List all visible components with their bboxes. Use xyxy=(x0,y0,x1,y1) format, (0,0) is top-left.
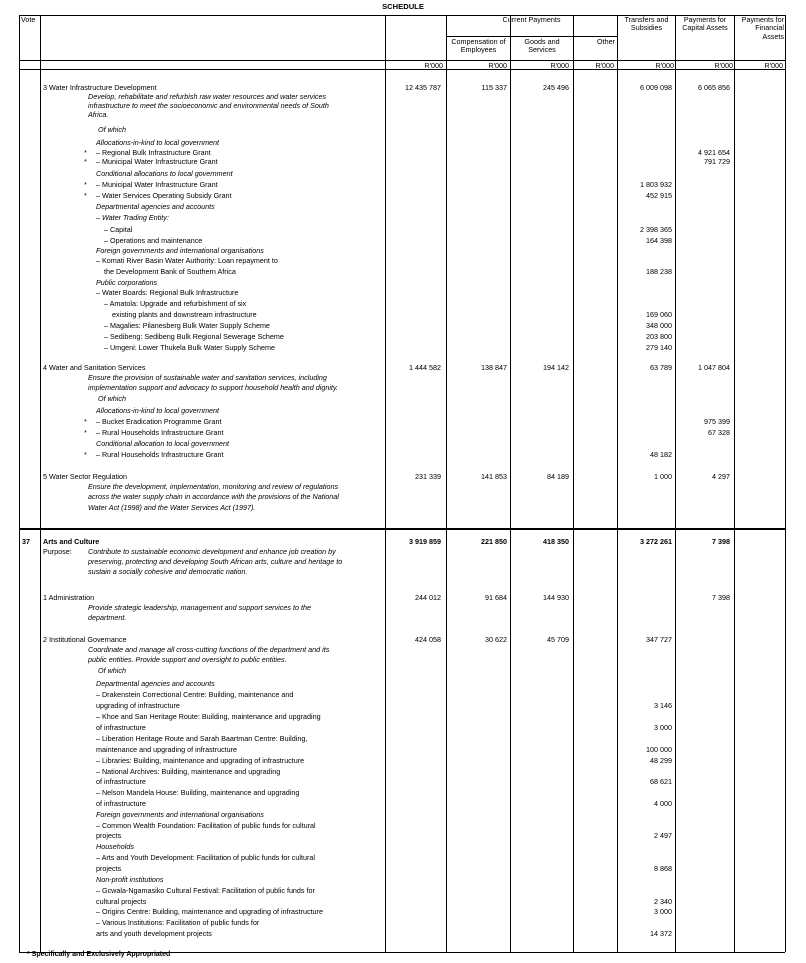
row-label: – Origins Centre: Building, maintenance and upgrading of infrastructure xyxy=(96,907,323,916)
table-row xyxy=(0,450,806,459)
row-label: Households xyxy=(96,842,134,851)
row-label: 1 Administration xyxy=(43,593,95,602)
amount-cell: 1 000 xyxy=(654,472,672,481)
row-label: – Khoe and San Heritage Route: Building, maintenance and upgrading xyxy=(96,712,321,721)
row-label: Departmental agencies and accounts xyxy=(96,679,215,688)
schedule-title: SCHEDULE xyxy=(382,2,424,11)
row-label: Departmental agencies and accounts xyxy=(96,202,215,211)
amount-cell: 100 000 xyxy=(646,745,672,754)
table-row xyxy=(0,666,806,675)
amount-cell: 424 058 xyxy=(415,635,441,644)
footnote: * Specifically and Exclusively Appropriated xyxy=(27,951,171,958)
table-row xyxy=(0,299,806,308)
row-label: Allocations-in-kind to local government xyxy=(96,138,220,147)
amount-cell: 279 140 xyxy=(646,343,672,352)
row-label: – Umgeni: Lower Thukela Bulk Water Supply Scheme xyxy=(104,343,275,352)
table-row xyxy=(0,723,806,732)
amount-cell: 418 350 xyxy=(543,537,569,546)
amount-cell: 48 182 xyxy=(650,450,672,459)
row-label: – Rural Households Infrastructure Grant xyxy=(96,428,224,437)
table-row xyxy=(0,613,806,622)
amount-cell: 188 238 xyxy=(646,267,672,276)
table-row xyxy=(0,842,806,851)
row-label: – Komati River Basin Water Authority: Loan repayment to xyxy=(96,256,278,265)
amount-cell: 45 709 xyxy=(547,635,569,644)
table-row xyxy=(0,246,806,255)
table-row xyxy=(0,831,806,840)
row-label: Purpose: xyxy=(43,547,72,556)
row-label: Arts and Culture xyxy=(43,537,100,546)
header-capital: Payments for Capital Assets xyxy=(682,15,728,33)
amount-cell: 115 337 xyxy=(481,83,507,92)
amount-cell: 7 398 xyxy=(712,593,730,602)
table-row xyxy=(0,745,806,754)
table-row xyxy=(0,236,806,245)
row-label: Public corporations xyxy=(96,278,158,287)
amount-cell: 4 921 654 xyxy=(698,148,730,157)
amount-cell: 1 444 582 xyxy=(409,363,441,372)
amount-cell: 452 915 xyxy=(646,191,672,200)
table-row xyxy=(0,83,806,92)
vote-number: 37 xyxy=(22,537,30,546)
table-row xyxy=(0,101,806,110)
row-label: public entities. Provide support and oversight to public entities. xyxy=(88,655,287,664)
row-label: Of which xyxy=(98,125,126,134)
unit-label: R'000 xyxy=(655,61,674,70)
row-label: upgrading of infrastructure xyxy=(96,701,180,710)
row-label: Ensure the provision of sustainable water and sanitation services, including xyxy=(88,373,327,382)
row-label: – Arts and Youth Development: Facilitation of public funds for cultural xyxy=(96,853,315,862)
table-row xyxy=(0,125,806,134)
row-label: Of which xyxy=(98,666,126,675)
table-row xyxy=(0,679,806,688)
table-row xyxy=(0,492,806,501)
table-row xyxy=(0,472,806,481)
row-label: 2 Institutional Governance xyxy=(43,635,127,644)
table-row xyxy=(0,417,806,426)
row-label: existing plants and downstream infrastructure xyxy=(112,310,257,319)
row-label: across the water supply chain in accordance with the provisions of the National xyxy=(88,492,339,501)
header-compensation: Compensation of Employees xyxy=(451,37,506,55)
row-label: 3 Water Infrastructure Development xyxy=(43,83,157,92)
table-row xyxy=(0,148,806,157)
table-row xyxy=(0,92,806,101)
row-label: implementation support and advocacy to support household health and dignity. xyxy=(88,383,338,392)
amount-cell: 3 000 xyxy=(654,723,672,732)
row-label: projects xyxy=(96,864,122,873)
table-row xyxy=(0,897,806,906)
table-row xyxy=(0,635,806,644)
table-row xyxy=(0,777,806,786)
row-label: sustain a socially cohesive and democratic nation. xyxy=(88,567,248,576)
amount-cell: 348 000 xyxy=(646,321,672,330)
amount-cell: 7 398 xyxy=(712,537,730,546)
row-label: Of which xyxy=(98,394,126,403)
amount-cell: 975 399 xyxy=(704,417,730,426)
row-label: – National Archives: Building, maintenance and upgrading xyxy=(96,767,281,776)
row-label: infrastructure to meet the socioeconomic and environmental needs of South xyxy=(88,101,329,110)
header-transfers: Transfers and Subsidies xyxy=(624,15,669,33)
row-label: – Capital xyxy=(104,225,133,234)
row-label: preserving, protecting and developing South African arts, culture and heritage to xyxy=(88,557,343,566)
row-label: projects xyxy=(96,831,122,840)
table-row xyxy=(0,267,806,276)
table-row xyxy=(0,191,806,200)
table-row xyxy=(0,110,806,119)
row-label: – Various Institutions: Facilitation of public funds for xyxy=(96,918,260,927)
row-label: cultural projects xyxy=(96,897,147,906)
table-row xyxy=(0,810,806,819)
row-label: Africa. xyxy=(88,110,109,119)
amount-cell: 6 065 856 xyxy=(698,83,730,92)
appropriation-marker: * xyxy=(84,191,87,200)
row-label: – Amatola: Upgrade and refurbishment of six xyxy=(104,299,247,308)
header-other: Other xyxy=(597,37,615,46)
row-label: – Regional Bulk Infrastructure Grant xyxy=(96,148,211,157)
row-label: arts and youth development projects xyxy=(96,929,212,938)
row-label: Allocations-in-kind to local government xyxy=(96,406,220,415)
amount-cell: 3 272 261 xyxy=(640,537,672,546)
amount-cell: 2 398 365 xyxy=(640,225,672,234)
amount-cell: 12 435 787 xyxy=(405,83,441,92)
header-vote: Vote xyxy=(21,15,36,24)
table-row xyxy=(0,288,806,297)
row-label: department. xyxy=(88,613,127,622)
amount-cell: 14 372 xyxy=(650,929,672,938)
row-label: – Common Wealth Foundation: Facilitation of public funds for cultural xyxy=(96,821,316,830)
table-row xyxy=(0,593,806,602)
appropriation-marker: * xyxy=(84,157,87,166)
amount-cell: 48 299 xyxy=(650,756,672,765)
amount-cell: 169 060 xyxy=(646,310,672,319)
row-label: – Sedibeng: Sedibeng Bulk Regional Sewerage Scheme xyxy=(104,332,284,341)
row-label: – Water Boards: Regional Bulk Infrastructure xyxy=(96,288,239,297)
table-row xyxy=(0,202,806,211)
row-label: Foreign governments and international organisations xyxy=(96,246,264,255)
table-row xyxy=(0,929,806,938)
table-row xyxy=(0,180,806,189)
table-row xyxy=(0,278,806,287)
table-row xyxy=(0,712,806,721)
header-goods: Goods and Services xyxy=(524,37,560,55)
table-row xyxy=(0,321,806,330)
amount-cell: 1 803 932 xyxy=(640,180,672,189)
appropriation-marker: * xyxy=(84,417,87,426)
unit-label: R'000 xyxy=(595,61,614,70)
row-label: – Municipal Water Infrastructure Grant xyxy=(96,157,218,166)
table-row xyxy=(0,343,806,352)
table-row xyxy=(0,406,806,415)
row-label: 5 Water Sector Regulation xyxy=(43,472,128,481)
row-label: 4 Water and Sanitation Services xyxy=(43,363,146,372)
unit-label: R'000 xyxy=(714,61,733,70)
table-row xyxy=(0,655,806,664)
table-row xyxy=(0,701,806,710)
amount-cell: 245 496 xyxy=(543,83,569,92)
row-label: – Municipal Water Infrastructure Grant xyxy=(96,180,218,189)
table-row xyxy=(0,169,806,178)
table-row xyxy=(0,213,806,222)
amount-cell: 4 297 xyxy=(712,472,730,481)
amount-cell: 3 146 xyxy=(654,701,672,710)
table-row xyxy=(0,537,806,546)
amount-cell: 84 189 xyxy=(547,472,569,481)
amount-cell: 91 684 xyxy=(485,593,507,602)
amount-cell: 3 000 xyxy=(654,907,672,916)
table-row xyxy=(0,875,806,884)
row-label: Coordinate and manage all cross-cutting functions of the department and its xyxy=(88,645,330,654)
table-row xyxy=(0,482,806,491)
row-label: – Bucket Eradication Programme Grant xyxy=(96,417,222,426)
unit-label: R'000 xyxy=(550,61,569,70)
unit-label: R'000 xyxy=(488,61,507,70)
amount-cell: 164 398 xyxy=(646,236,672,245)
amount-cell: 791 729 xyxy=(704,157,730,166)
appropriation-marker: * xyxy=(84,450,87,459)
amount-cell: 347 727 xyxy=(646,635,672,644)
table-row xyxy=(0,886,806,895)
table-row xyxy=(0,383,806,392)
row-label: of infrastructure xyxy=(96,799,146,808)
row-label: of infrastructure xyxy=(96,777,146,786)
amount-cell: 244 012 xyxy=(415,593,441,602)
table-row xyxy=(0,690,806,699)
table-row xyxy=(0,918,806,927)
row-label: the Development Bank of Southern Africa xyxy=(104,267,236,276)
amount-cell: 138 847 xyxy=(481,363,507,372)
row-label: – Liberation Heritage Route and Sarah Baartman Centre: Building, xyxy=(96,734,308,743)
amount-cell: 67 328 xyxy=(708,428,730,437)
row-label: Develop, rehabilitate and refurbish raw water resources and water services xyxy=(88,92,327,101)
table-row xyxy=(0,332,806,341)
table-row xyxy=(0,256,806,265)
table-row xyxy=(0,767,806,776)
table-row xyxy=(0,439,806,448)
header-current-payments: Current Payments xyxy=(502,15,561,24)
amount-cell: 144 930 xyxy=(543,593,569,602)
appropriation-marker: * xyxy=(84,148,87,157)
amount-cell: 194 142 xyxy=(543,363,569,372)
unit-label: R'000 xyxy=(764,61,783,70)
table-row xyxy=(0,788,806,797)
amount-cell: 68 621 xyxy=(650,777,672,786)
table-row xyxy=(0,428,806,437)
amount-cell: 3 919 859 xyxy=(409,537,441,546)
amount-cell: 2 497 xyxy=(654,831,672,840)
row-label: Ensure the development, implementation, monitoring and review of regulations xyxy=(88,482,339,491)
row-label: – Drakenstein Correctional Centre: Building, maintenance and xyxy=(96,690,294,699)
row-label: maintenance and upgrading of infrastructure xyxy=(96,745,238,754)
header-financial: Payments for Financial Assets xyxy=(741,15,784,41)
row-label: – Rural Households Infrastructure Grant xyxy=(96,450,224,459)
table-row xyxy=(0,756,806,765)
row-label: Non-profit institutions xyxy=(96,875,164,884)
row-label: Provide strategic leadership, management and support services to the xyxy=(88,603,311,612)
table-row xyxy=(0,907,806,916)
appropriation-marker: * xyxy=(84,428,87,437)
amount-cell: 63 789 xyxy=(650,363,672,372)
table-row xyxy=(0,138,806,147)
table-row xyxy=(0,225,806,234)
table-row xyxy=(0,310,806,319)
row-label: – Nelson Mandela House: Building, maintenance and upgrading xyxy=(96,788,300,797)
row-label: – Water Services Operating Subsidy Grant xyxy=(96,191,232,200)
row-label: Foreign governments and international organisations xyxy=(96,810,264,819)
row-label: – Gcwala-Ngamasiko Cultural Festival: Facilitation of public funds for xyxy=(96,886,315,895)
table-row xyxy=(0,567,806,576)
amount-cell: 231 339 xyxy=(415,472,441,481)
row-label: Conditional allocations to local government xyxy=(96,169,233,178)
row-label: – Libraries: Building, maintenance and upgrading of infrastructure xyxy=(96,756,305,765)
appropriation-marker: * xyxy=(84,180,87,189)
amount-cell: 8 868 xyxy=(654,864,672,873)
unit-label: R'000 xyxy=(424,61,443,70)
amount-cell: 4 000 xyxy=(654,799,672,808)
amount-cell: 30 622 xyxy=(485,635,507,644)
table-row xyxy=(0,557,806,566)
table-row xyxy=(0,853,806,862)
amount-cell: 1 047 804 xyxy=(698,363,730,372)
amount-cell: 203 800 xyxy=(646,332,672,341)
row-label: – Operations and maintenance xyxy=(104,236,203,245)
amount-cell: 141 853 xyxy=(481,472,507,481)
table-row xyxy=(0,373,806,382)
amount-cell: 6 009 098 xyxy=(640,83,672,92)
table-row xyxy=(0,645,806,654)
table-row xyxy=(0,503,806,512)
row-label: Contribute to sustainable economic development and enhance job creation by xyxy=(88,547,336,556)
table-row xyxy=(0,157,806,166)
table-row xyxy=(0,363,806,372)
row-label: Conditional allocation to local government xyxy=(96,439,230,448)
table-row xyxy=(0,734,806,743)
row-label: of infrastructure xyxy=(96,723,146,732)
table-row xyxy=(0,394,806,403)
amount-cell: 2 340 xyxy=(654,897,672,906)
row-label: Water Act (1998) and the Water Services Act (1997). xyxy=(88,503,256,512)
amount-cell: 221 850 xyxy=(481,537,507,546)
table-row xyxy=(0,603,806,612)
table-row xyxy=(0,821,806,830)
row-label: – Water Trading Entity: xyxy=(96,213,169,222)
row-label: – Magalies: Pilanesberg Bulk Water Supply Scheme xyxy=(104,321,270,330)
table-row xyxy=(0,547,806,556)
table-row xyxy=(0,864,806,873)
vote-separator xyxy=(19,528,785,530)
table-row xyxy=(0,799,806,808)
